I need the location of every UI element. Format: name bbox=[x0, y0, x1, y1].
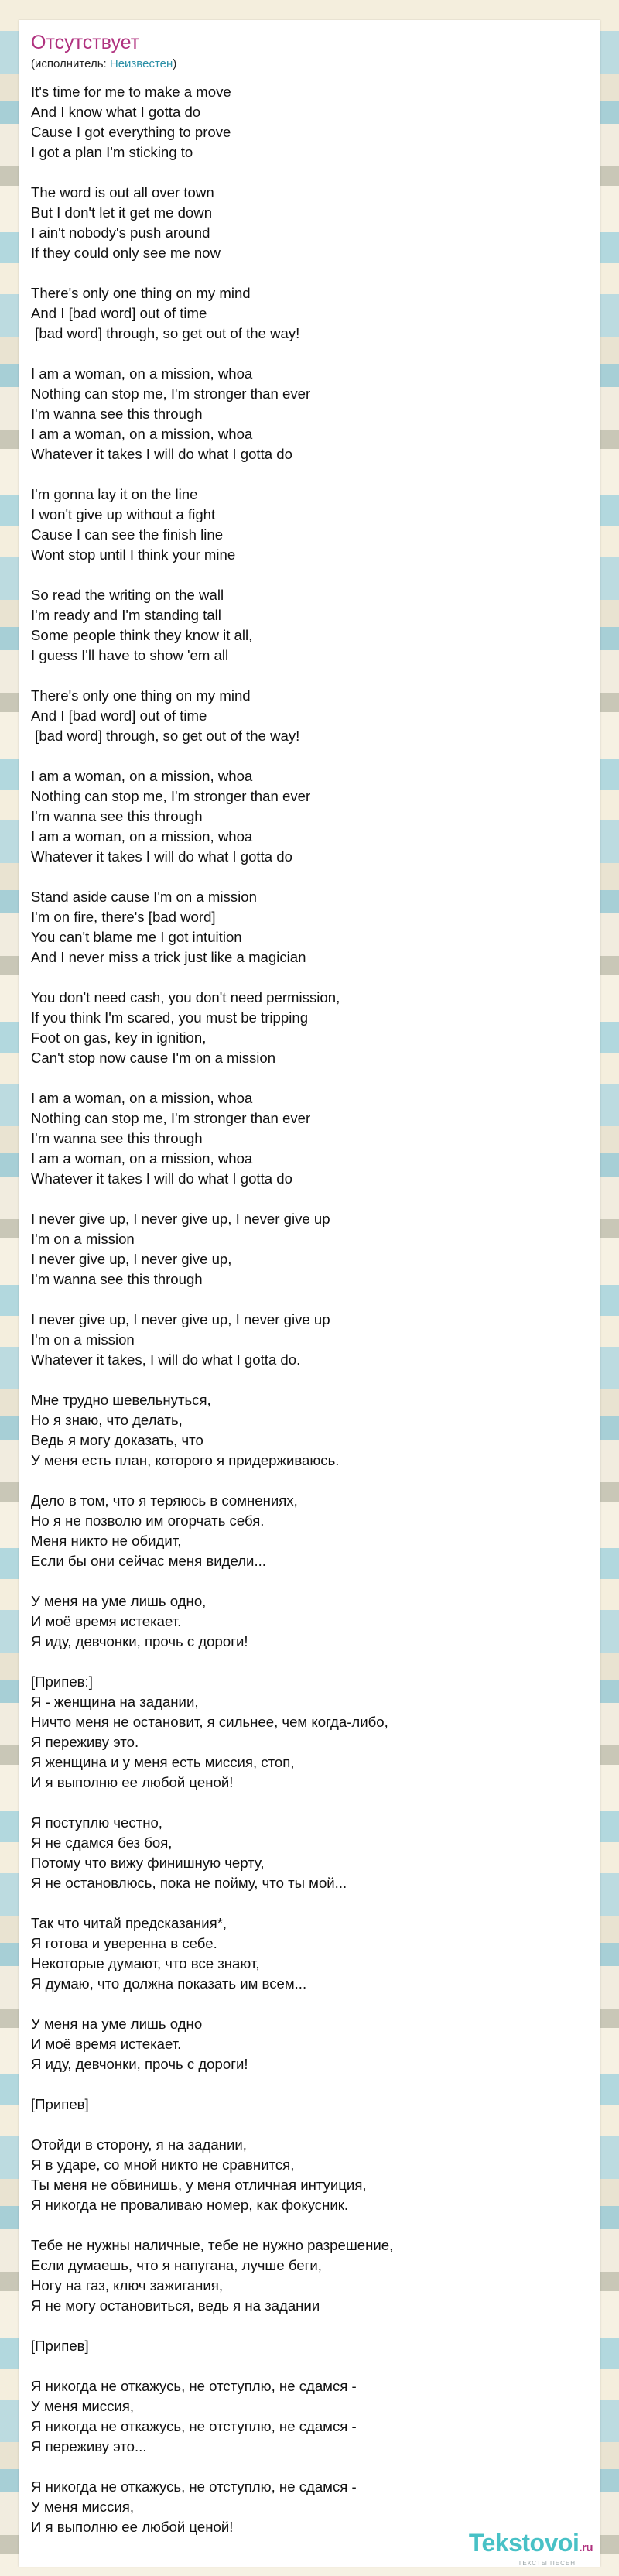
lyric-line bbox=[31, 1571, 588, 1591]
lyric-line: I'm wanna see this through bbox=[31, 406, 203, 422]
lyric-line: Я - женщина на задании, bbox=[31, 1694, 199, 1710]
lyric-line bbox=[31, 1189, 588, 1209]
song-title: Отсутствует bbox=[31, 32, 140, 53]
lyric-line: And I [bad word] out of time bbox=[31, 707, 207, 724]
lyric-line: [bad word] through, so get out of the way! bbox=[31, 728, 300, 744]
lyric-line: I won't give up without a fight bbox=[31, 506, 216, 522]
lyric-line: I'm wanna see this through bbox=[31, 1130, 203, 1146]
lyric-line: I ain't nobody's push around bbox=[31, 224, 210, 241]
lyric-line: Ничто меня не остановит, я сильнее, чем когда-либо, bbox=[31, 1714, 388, 1730]
lyric-line: Но я не позволю им огорчать себя. bbox=[31, 1512, 265, 1529]
lyric-line: Я думаю, что должна показать им всем... bbox=[31, 1975, 307, 1992]
lyric-line: I'm on a mission bbox=[31, 1231, 135, 1247]
lyric-line bbox=[31, 344, 588, 364]
lyric-line bbox=[31, 2316, 588, 2336]
lyric-line: Ты меня не обвинишь, у меня отличная интуиция, bbox=[31, 2177, 367, 2193]
lyric-line: I never give up, I never give up, I never give up bbox=[31, 1311, 330, 1327]
lyric-line: I am a woman, on a mission, whoa bbox=[31, 1090, 253, 1106]
lyric-line: Я переживу это... bbox=[31, 2438, 147, 2454]
lyric-line: And I [bad word] out of time bbox=[31, 305, 207, 321]
lyric-line: И я выполню ее любой ценой! bbox=[31, 1774, 234, 1790]
lyric-line: But I don't let it get me down bbox=[31, 204, 213, 221]
lyric-line bbox=[31, 1068, 588, 1088]
lyric-line: Я никогда не откажусь, не отступлю, не сдамся - bbox=[31, 2378, 357, 2394]
lyric-line bbox=[31, 1652, 588, 1672]
lyric-line: There's only one thing on my mind bbox=[31, 687, 251, 704]
lyric-line: У меня миссия, bbox=[31, 2398, 134, 2414]
lyric-line: Whatever it takes I will do what I gotta do bbox=[31, 1170, 292, 1187]
lyric-line: [Припев] bbox=[31, 2338, 89, 2354]
lyric-line: Nothing can stop me, I'm stronger than ever bbox=[31, 1110, 311, 1126]
lyric-line: I guess I'll have to show 'em all bbox=[31, 647, 229, 663]
lyric-line: У меня на уме лишь одно, bbox=[31, 1593, 207, 1609]
lyric-line: And I know what I gotta do bbox=[31, 104, 201, 120]
lyric-line: You don't need cash, you don't need permission, bbox=[31, 989, 340, 1005]
lyric-line bbox=[31, 263, 588, 283]
lyric-line bbox=[31, 464, 588, 485]
lyric-line bbox=[31, 867, 588, 887]
lyric-line: Отойди в сторону, я на задании, bbox=[31, 2136, 247, 2153]
artist-suffix: ) bbox=[173, 57, 177, 70]
lyric-line: I am a woman, on a mission, whoa bbox=[31, 1150, 253, 1166]
lyric-line: Я в ударе, со мной никто не сравнится, bbox=[31, 2156, 295, 2173]
logo-suffix: .ru bbox=[579, 2541, 593, 2554]
lyric-line: It's time for me to make a move bbox=[31, 84, 231, 100]
lyric-line: Я никогда не откажусь, не отступлю, не сдамся - bbox=[31, 2478, 357, 2495]
lyric-line: Я иду, девчонки, прочь с дороги! bbox=[31, 1633, 248, 1649]
lyric-line: Nothing can stop me, I'm stronger than ever bbox=[31, 788, 311, 804]
lyric-line: [Припев:] bbox=[31, 1673, 93, 1690]
lyric-line bbox=[31, 1370, 588, 1390]
lyric-line bbox=[31, 2215, 588, 2235]
lyric-line: У меня есть план, которого я придерживаюсь. bbox=[31, 1452, 340, 1468]
lyric-line: Я переживу это. bbox=[31, 1734, 139, 1750]
lyric-line: Я никогда не проваливаю номер, как фокусник. bbox=[31, 2197, 349, 2213]
lyric-line bbox=[31, 2457, 588, 2477]
lyric-line: I am a woman, on a mission, whoa bbox=[31, 828, 253, 844]
lyric-line bbox=[31, 1471, 588, 1491]
lyric-line: And I never miss a trick just like a magician bbox=[31, 949, 306, 965]
lyric-line: I'm wanna see this through bbox=[31, 808, 203, 824]
lyric-line: Nothing can stop me, I'm stronger than ever bbox=[31, 385, 311, 402]
lyric-line: Wont stop until I think your mine bbox=[31, 546, 236, 563]
lyric-line: I am a woman, on a mission, whoa bbox=[31, 365, 253, 382]
lyric-line: I got a plan I'm sticking to bbox=[31, 144, 193, 160]
lyric-line: Если бы они сейчас меня видели... bbox=[31, 1553, 266, 1569]
lyric-line: I'm gonna lay it on the line bbox=[31, 486, 198, 502]
lyric-line: Cause I can see the finish line bbox=[31, 526, 224, 543]
lyric-line: I am a woman, on a mission, whoa bbox=[31, 426, 253, 442]
lyric-line bbox=[31, 1793, 588, 1813]
lyric-line: Ведь я могу доказать, что bbox=[31, 1432, 203, 1448]
artist-line bbox=[31, 57, 176, 71]
site-logo[interactable] bbox=[469, 2530, 593, 2567]
lyric-line: If you think I'm scared, you must be tripping bbox=[31, 1009, 309, 1026]
lyric-line: Меня никто не обидит, bbox=[31, 1533, 182, 1549]
lyric-line bbox=[31, 746, 588, 766]
lyric-line: There's only one thing on my mind bbox=[31, 285, 251, 301]
lyric-line: Некоторые думают, что все знают, bbox=[31, 1955, 260, 1971]
lyric-line: Я не остановлюсь, пока не пойму, что ты мой... bbox=[31, 1875, 347, 1891]
lyric-line: Can't stop now cause I'm on a mission bbox=[31, 1050, 276, 1066]
lyric-line: Я женщина и у меня есть миссия, стоп, bbox=[31, 1754, 295, 1770]
lyric-line bbox=[31, 2074, 588, 2095]
lyric-line: Ногу на газ, ключ зажигания, bbox=[31, 2277, 224, 2293]
lyric-line: И моё время истекает. bbox=[31, 1613, 182, 1629]
lyric-line: Whatever it takes I will do what I gotta do bbox=[31, 848, 292, 865]
lyric-line: Я не могу остановиться, ведь я на задании bbox=[31, 2297, 320, 2314]
lyric-line bbox=[31, 163, 588, 183]
artist-link[interactable]: Неизвестен bbox=[109, 57, 173, 70]
lyric-line: Если думаешь, что я напугана, лучше беги, bbox=[31, 2257, 322, 2273]
lyric-line: Whatever it takes, I will do what I gotta do. bbox=[31, 1351, 301, 1368]
lyric-line: I'm wanna see this through bbox=[31, 1271, 203, 1287]
logo-tagline: ТЕКСТЫ ПЕСЕН bbox=[518, 2560, 576, 2567]
lyric-line: I never give up, I never give up, bbox=[31, 1251, 232, 1267]
lyric-line: Я никогда не откажусь, не отступлю, не сдамся - bbox=[31, 2418, 357, 2434]
lyric-line: Дело в том, что я теряюсь в сомнениях, bbox=[31, 1492, 298, 1509]
lyric-line: И моё время истекает. bbox=[31, 2036, 182, 2052]
lyric-line: У меня миссия, bbox=[31, 2499, 134, 2515]
lyric-line bbox=[31, 666, 588, 686]
lyric-line: Тебе не нужны наличные, тебе не нужно разрешение, bbox=[31, 2237, 394, 2253]
lyric-line: Я не сдамся без боя, bbox=[31, 1834, 173, 1851]
lyric-line: I'm ready and I'm standing tall bbox=[31, 607, 221, 623]
lyric-line: I am a woman, on a mission, whoa bbox=[31, 768, 253, 784]
lyric-line: Мне трудно шевельнуться, bbox=[31, 1392, 211, 1408]
lyric-line: I'm on a mission bbox=[31, 1331, 135, 1348]
artist-prefix: (исполнитель: bbox=[31, 57, 110, 70]
lyric-line: Я готова и уверенна в себе. bbox=[31, 1935, 217, 1951]
logo-wordmark bbox=[469, 2530, 593, 2561]
lyrics-card bbox=[19, 20, 600, 2567]
lyric-line: Так что читай предсказания*, bbox=[31, 1915, 227, 1931]
lyric-line: I never give up, I never give up, I never give up bbox=[31, 1211, 330, 1227]
lyric-line: У меня на уме лишь одно bbox=[31, 2016, 203, 2032]
lyric-line: I'm on fire, there's [bad word] bbox=[31, 909, 216, 925]
lyric-line: [bad word] through, so get out of the way! bbox=[31, 325, 300, 341]
lyric-line bbox=[31, 2115, 588, 2135]
lyric-line: [Припев] bbox=[31, 2096, 89, 2112]
logo-text: Tekstovoi bbox=[468, 2529, 580, 2557]
lyric-line bbox=[31, 1290, 588, 1310]
lyric-line: И я выполню ее любой ценой! bbox=[31, 2519, 234, 2535]
lyric-line: Потому что вижу финишную черту, bbox=[31, 1855, 265, 1871]
lyric-line: Some people think they know it all, bbox=[31, 627, 253, 643]
lyric-line: Я поступлю честно, bbox=[31, 1814, 162, 1831]
lyric-line: Stand aside cause I'm on a mission bbox=[31, 889, 257, 905]
lyric-line bbox=[31, 565, 588, 585]
lyric-line: You can't blame me I got intuition bbox=[31, 929, 242, 945]
lyric-line: Я иду, девчонки, прочь с дороги! bbox=[31, 2056, 248, 2072]
lyric-line: Whatever it takes I will do what I gotta do bbox=[31, 446, 292, 462]
lyric-line bbox=[31, 968, 588, 988]
lyric-line bbox=[31, 1893, 588, 1913]
lyric-line: If they could only see me now bbox=[31, 245, 221, 261]
lyric-line: Foot on gas, key in ignition, bbox=[31, 1029, 207, 1046]
lyric-line: The word is out all over town bbox=[31, 184, 214, 200]
lyric-line: Cause I got everything to prove bbox=[31, 124, 231, 140]
lyric-line: So read the writing on the wall bbox=[31, 587, 224, 603]
lyric-line: Но я знаю, что делать, bbox=[31, 1412, 183, 1428]
lyric-line bbox=[31, 1994, 588, 2014]
lyric-line bbox=[31, 2356, 588, 2376]
lyrics-text bbox=[31, 82, 588, 2537]
